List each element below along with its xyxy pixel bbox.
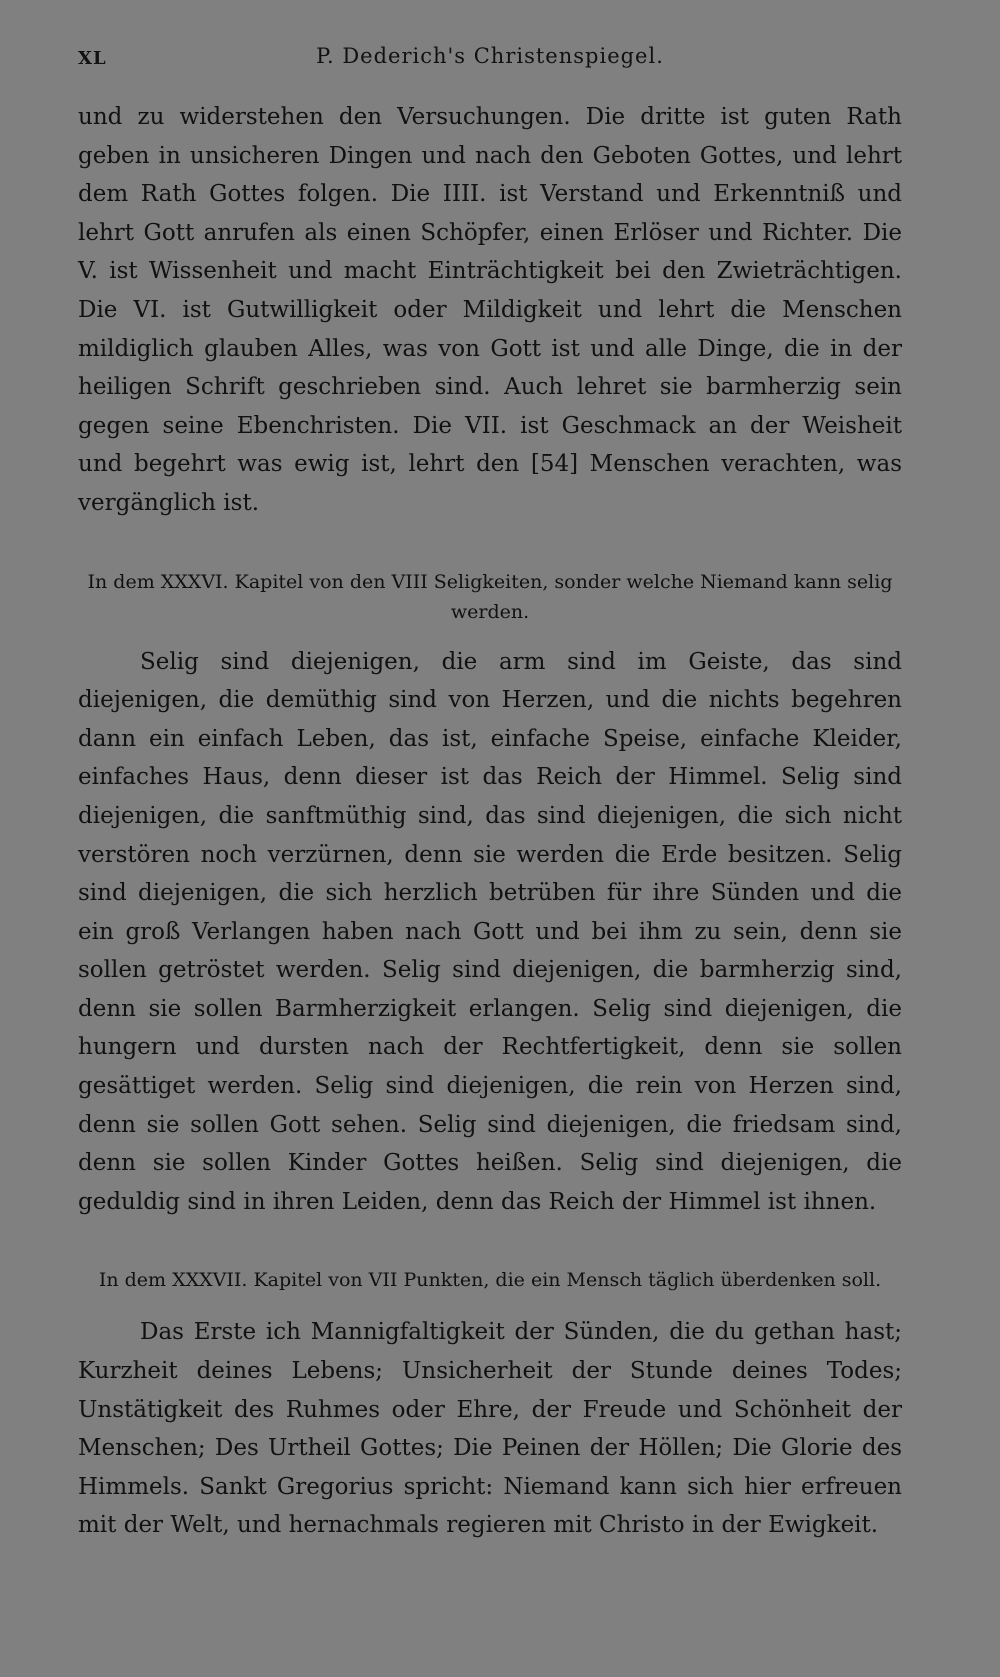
book-page	[78, 44, 902, 1644]
page-number: XL	[78, 48, 107, 69]
chapter-heading-xxxvi: In dem XXXVI. Kapitel von den VIII Seligkeiten, sonder welche Niemand kann selig werden.	[87, 570, 893, 623]
chapter-heading-xxxvii: In dem XXXVII. Kapitel von VII Punkten, die ein Mensch täglich überdenken soll.	[98, 1269, 882, 1292]
paragraph-seven-points: Das Erste ich Mannigfaltigkeit der Sünden, die du gethan hast; Kurzheit deines Lebens; Unsicherheit der Stunde deines Todes; Unstätigkeit des Ruhmes oder Ehre, der Freude und Schönheit der Menschen; Des Urtheil Gottes; Die Peinen der Höllen; Die Glorie des Himmels. Sankt Gregorius spricht: Niemand kann sich hier erfreuen mit der Welt, und hernachmals regieren mit Christo in der Ewigkeit.	[78, 1319, 902, 1539]
running-head	[78, 44, 902, 80]
paragraph-continuation: und zu widerstehen den Versuchungen. Die dritte ist guten Rath geben in unsicheren Dingen und nach den Geboten Gottes, und lehrt dem Rath Gottes folgen. Die IIII. ist Verstand und Erkenntniß und lehrt Gott anrufen als einen Schöpfer, einen Erlöser und Richter. Die V. ist Wissenheit und macht Einträchtigkeit bei den Zwieträchtigen. Die VI. ist Gutwilligkeit oder Mildigkeit und lehrt die Menschen mildiglich glauben Alles, was von Gott ist und alle Dinge, die in der heiligen Schrift geschrieben sind. Auch lehret sie barmherzig sein gegen seine Ebenchristen. Die VII. ist Geschmack an der Weisheit und begehrt was ewig ist, lehrt den [54] Menschen verachten, was vergänglich ist.	[78, 104, 902, 516]
paragraph-beatitudes: Selig sind diejenigen, die arm sind im Geiste, das sind diejenigen, die demüthig sind von Herzen, und die nichts begehren dann ein einfach Leben, das ist, einfache Speise, einfache Kleider, einfaches Haus, denn dieser ist das Reich der Himmel. Selig sind diejenigen, die sanftmüthig sind, das sind diejenigen, die sich nicht verstören noch verzürnen, denn sie werden die Erde besitzen. Selig sind diejenigen, die sich herzlich betrüben für ihre Sünden und die ein groß Verlangen haben nach Gott und bei ihm zu sein, denn sie sollen getröstet werden. Selig sind diejenigen, die barmherzig sind, denn sie sollen Barmherzigkeit erlangen. Selig sind diejenigen, die hungern und dursten nach der Rechtfertigkeit, denn sie sollen gesättiget werden. Selig sind diejenigen, die rein von Herzen sind, denn sie sollen Gott sehen. Selig sind diejenigen, die friedsam sind, denn sie sollen Kinder Gottes heißen. Selig sind diejenigen, die geduldig sind in ihren Leiden, denn das Reich der Himmel ist ihnen.	[78, 648, 902, 1215]
running-title: P. Dederich's Christenspiegel.	[316, 44, 664, 68]
